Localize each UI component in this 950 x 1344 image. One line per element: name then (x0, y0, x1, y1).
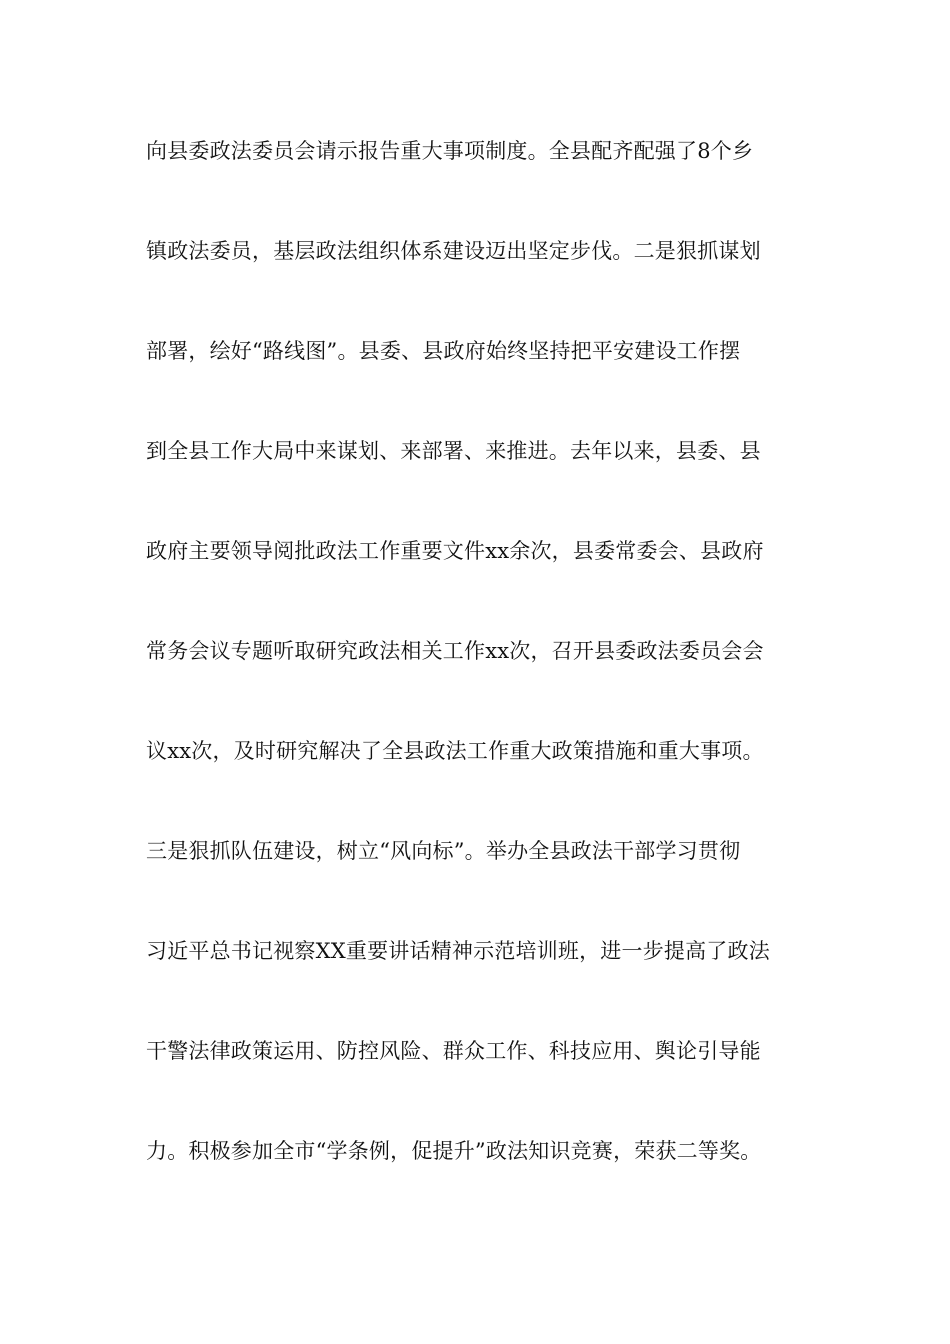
paragraph-line-9: 习近平总书记视察XX重要讲话精神示范培训班，进一步提高了政法 (146, 939, 770, 963)
paragraph-line-5: 政府主要领导阅批政法工作重要文件xx余次，县委常委会、县政府 (146, 539, 764, 563)
paragraph-line-6: 常务会议专题听取研究政法相关工作xx次，召开县委政法委员会会 (146, 639, 764, 663)
paragraph-line-7: 议xx次，及时研究解决了全县政法工作重大政策措施和重大事项。 (146, 739, 764, 763)
paragraph-line-10: 干警法律政策运用、防控风险、群众工作、科技应用、舆论引导能 (146, 1039, 761, 1063)
paragraph-line-2: 镇政法委员，基层政法组织体系建设迈出坚定步伐。二是狠抓谋划 (146, 239, 761, 263)
paragraph-line-3: 部署，绘好“路线图”。县委、县政府始终坚持把平安建设工作摆 (146, 339, 741, 363)
paragraph-line-11: 力。积极参加全市“学条例，促提升”政法知识竞赛，荣获二等奖。 (146, 1139, 762, 1163)
paragraph-line-8: 三是狠抓队伍建设，树立“风向标”。举办全县政法干部学习贯彻 (146, 839, 741, 863)
paragraph-line-1: 向县委政法委员会请示报告重大事项制度。全县配齐配强了8个乡 (146, 139, 754, 163)
paragraph-line-4: 到全县工作大局中来谋划、来部署、来推进。去年以来，县委、县 (146, 439, 761, 463)
